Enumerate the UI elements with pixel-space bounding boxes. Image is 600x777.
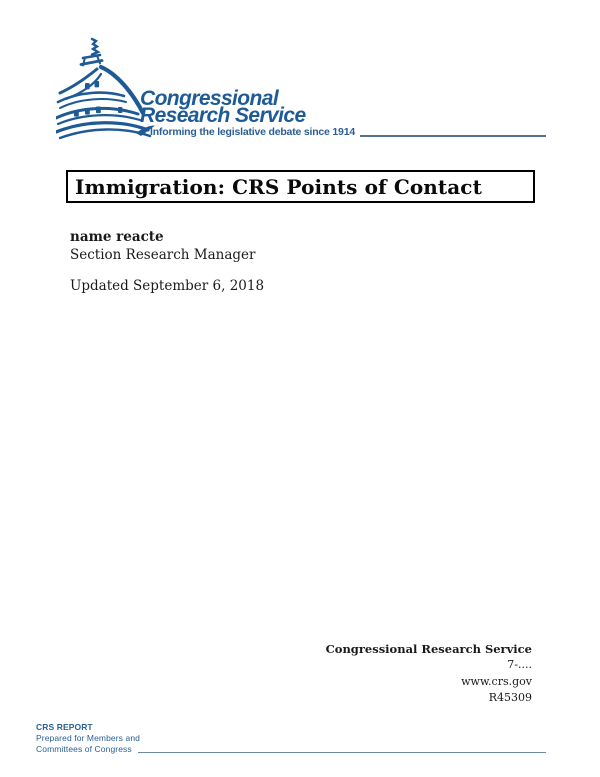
prepared-for-line1: Prepared for Members and [36, 733, 140, 743]
crs-report-footer [36, 722, 546, 755]
report-title-box [66, 170, 535, 203]
logo-tagline: Informing the legislative debate since 1914 [150, 126, 355, 138]
crs-wordmark-line1: Congressional [140, 87, 279, 110]
footer-rule-line [138, 752, 546, 754]
crs-wordmark-line2: Research Service [140, 103, 306, 127]
author-role: Section Research Manager [70, 247, 256, 263]
crs-report-label: CRS REPORT [36, 722, 93, 732]
author-block [70, 228, 264, 295]
crs-wordmark [140, 87, 306, 127]
header-rule-line [360, 135, 546, 137]
updated-date: Updated September 6, 2018 [70, 278, 265, 294]
report-title: Immigration: CRS Points of Contact [75, 174, 482, 199]
crs-website-link[interactable]: www.crs.gov [461, 674, 532, 688]
author-name: name reacte [70, 229, 164, 245]
report-number: R45309 [488, 690, 532, 704]
prepared-for-line2: Committees of Congress [36, 744, 132, 754]
publication-org: Congressional Research Service [325, 642, 532, 656]
logo-tagline-row [150, 125, 546, 139]
publication-info-block [326, 641, 532, 706]
publication-phone: 7-.... [507, 658, 532, 672]
